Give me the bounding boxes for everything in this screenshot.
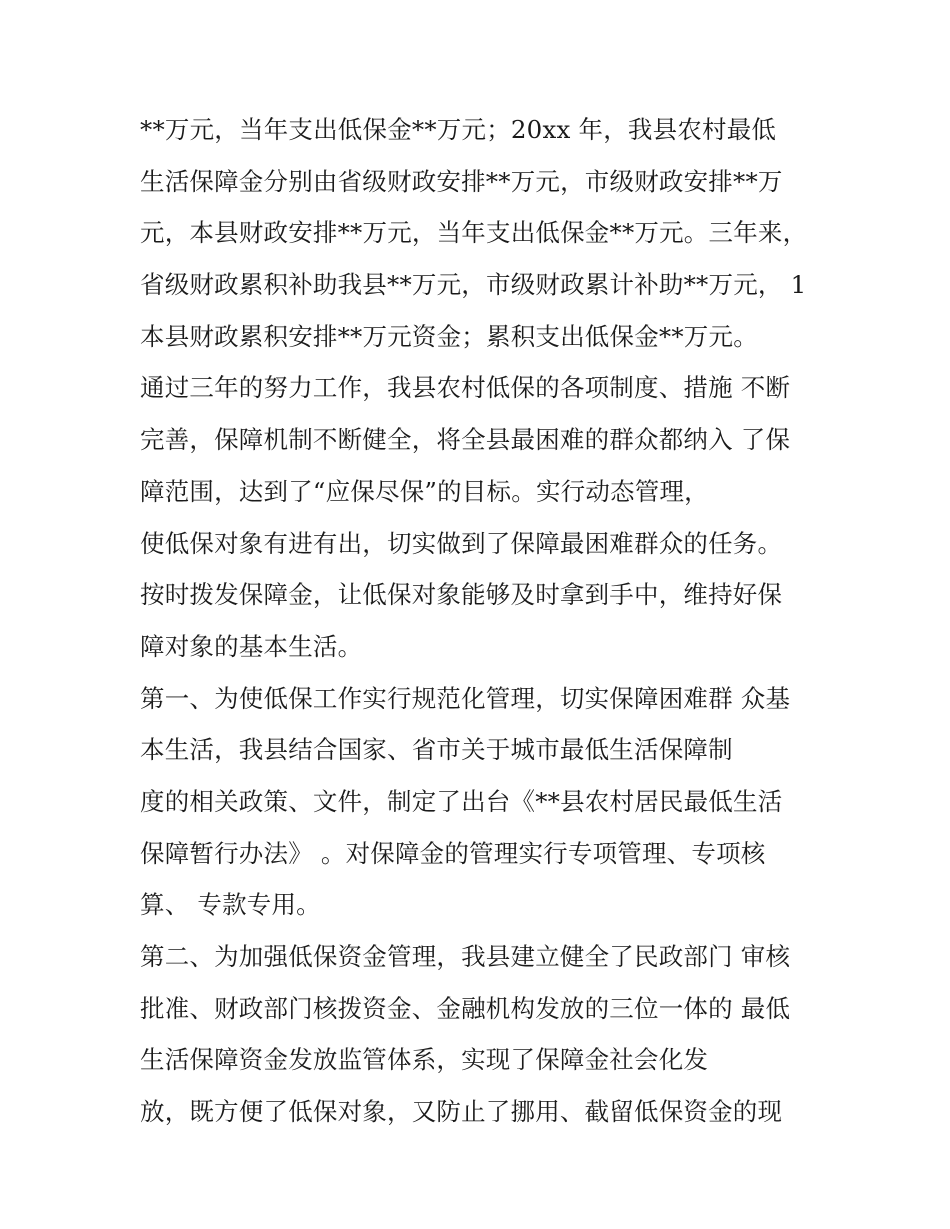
text-line: 放，既方便了低保对象，又防止了挪用、截留低保资金的现 [140, 1097, 783, 1127]
text-line: 障对象的基本生活。 [140, 631, 363, 661]
text-line: 通过三年的努力工作，我县农村低保的各项制度、措施 不断 [140, 373, 791, 403]
text-line: 元，本县财政安排**万元，当年支出低保金**万元。三年来， [140, 218, 808, 248]
body-text [140, 104, 820, 1138]
text-line: 生活保障金分别由省级财政安排**万元，市级财政安排**万 [140, 166, 783, 196]
text-line: 使低保对象有进有出，切实做到了保障最困难群众的任务。 [140, 528, 783, 558]
text-line: 第二、为加强低保资金管理，我县建立健全了民政部门 审核 [140, 942, 791, 971]
text-line: 批准、财政部门核拨资金、金融机构发放的三位一体的 最低 [140, 993, 791, 1023]
text-line: 第一、为使低保工作实行规范化管理，切实保障困难群 众基 [140, 683, 791, 713]
text-line: 生活保障资金发放监管体系，实现了保障金社会化发 [140, 1045, 709, 1075]
text-line: 省级财政累积补助我县**万元，市级财政累计补助**万元， 1 [140, 270, 807, 300]
text-line: 本县财政累积安排**万元资金；累积支出低保金**万元。 [140, 321, 758, 351]
text-line: **万元，当年支出低保金**万元；20xx 年，我县农村最低 [140, 115, 777, 144]
text-line: 障范围，达到了“应保尽保”的目标。实行动态管理， [140, 476, 709, 506]
text-line: 本生活，我县结合国家、省市关于城市最低生活保障制 [140, 735, 733, 765]
text-line: 保障暂行办法》 。对保障金的管理实行专项管理、专项核 [140, 838, 766, 868]
text-line: 完善，保障机制不断健全，将全县最困难的群众都纳入 了保 [140, 425, 791, 455]
text-line: 按时拨发保障金，让低保对象能够及时拿到手中，维持好保 [140, 580, 783, 610]
text-line: 度的相关政策、文件，制定了出台《**县农村居民最低生活 [140, 786, 783, 816]
text-line: 算、 专款专用。 [140, 890, 321, 920]
